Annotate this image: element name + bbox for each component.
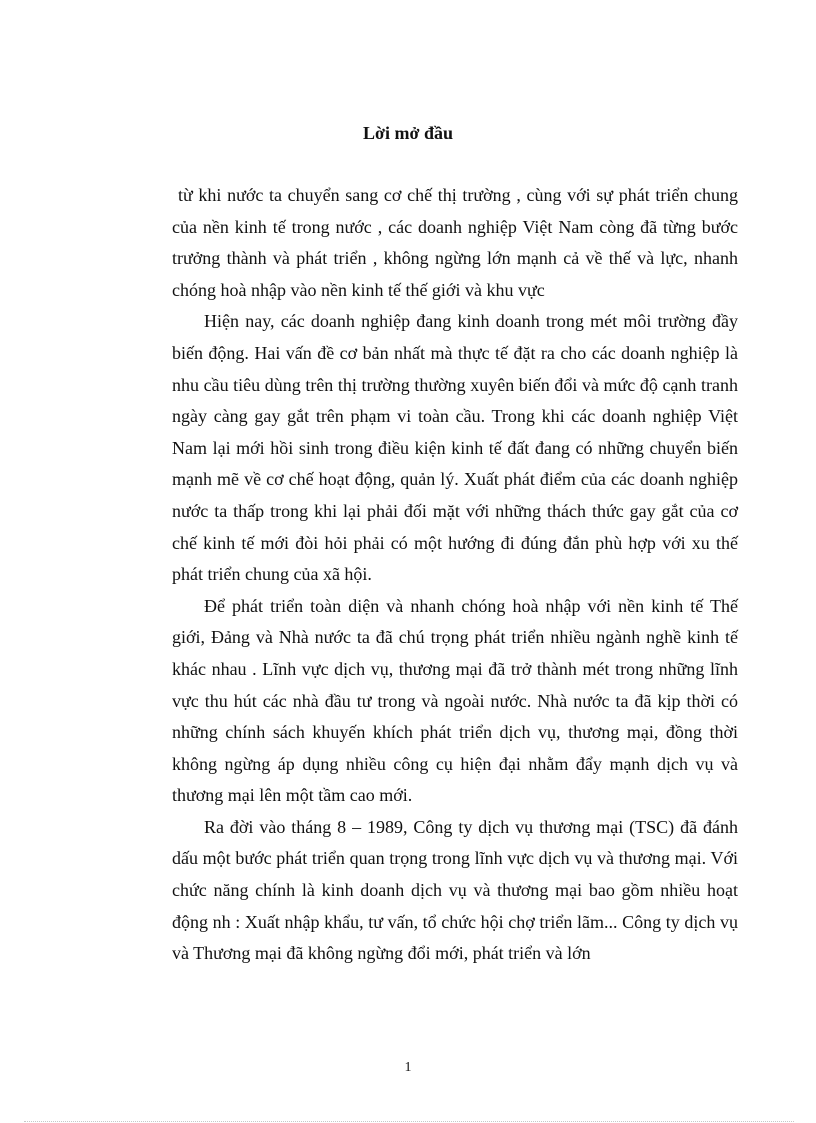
paragraph-1: từ khi nước ta chuyển sang cơ chế thị trường , cùng với sự phát triển chung của nền kinh tế trong nước , các doanh nghiệp Việt Nam còng đã từng bước trưởng thành và phát triển , không ngừng lớn mạnh cả về thế và lực, nhanh chóng hoà nhập vào nền kinh tế thế giới và khu vực (172, 185, 738, 300)
document-title: Lời mở đầu (363, 123, 453, 143)
paragraph-3: Để phát triển toàn diện và nhanh chóng hoà nhập với nền kinh tế Thế giới, Đảng và Nhà nước ta đã chú trọng phát triển nhiều ngành nghề kinh tế khác nhau . Lĩnh vực dịch vụ, thương mại đã trở thành mét trong những lĩnh vực thu hút các nhà đầu tư trong và ngoài nước. Nhà nước ta đã kịp thời có những chính sách khuyến khích phát triển dịch vụ, thương mại, đồng thời không ngừng áp dụng nhiều công cụ hiện đại nhằm đẩy mạnh dịch vụ và thương mại lên một tầm cao mới. (172, 595, 738, 806)
page-bottom-divider (24, 1121, 794, 1122)
paragraph-4: Ra đời vào tháng 8 – 1989, Công ty dịch vụ thương mại (TSC) đã đánh dấu một bước phát triển quan trọng trong lĩnh vực dịch vụ và thương mại. Với chức năng chính là kinh doanh dịch vụ và thương mại bao gồm nhiều hoạt động nh : Xuất nhập khẩu, tư vấn, tổ chức hội chợ triển lãm... Công ty dịch vụ và Thương mại đã không ngừng đổi mới, phát triển và lớn (172, 816, 738, 964)
page-number: 1 (404, 1060, 412, 1075)
document-body (172, 180, 738, 970)
paragraph-2: Hiện nay, các doanh nghiệp đang kinh doanh trong mét môi trường đầy biến động. Hai vấn đề cơ bản nhất mà thực tế đặt ra cho các doanh nghiệp là nhu cầu tiêu dùng trên thị trường thường xuyên biến đổi và mức độ cạnh tranh ngày càng gay gắt trên phạm vi toàn cầu. Trong khi các doanh nghiệp Việt Nam lại mới hồi sinh trong điều kiện kinh tế đất đang có những chuyển biến mạnh mẽ về cơ chế hoạt động, quản lý. Xuất phát điểm của các doanh nghiệp nước ta thấp trong khi lại phải đối mặt với những thách thức gay gắt của cơ chế kinh tế mới đòi hỏi phải có một hướng đi đúng đắn phù hợp với xu thế phát triển chung của xã hội. (172, 311, 738, 585)
